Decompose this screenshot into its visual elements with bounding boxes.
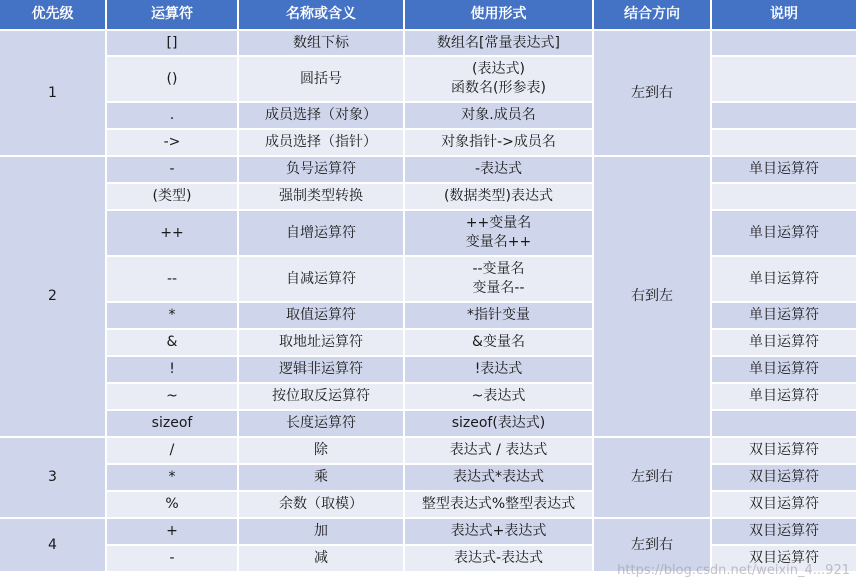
usage-line: *指针变量 <box>467 307 530 323</box>
usage-line: (表达式) <box>472 61 525 77</box>
note-cell: 单目运算符 <box>712 211 858 257</box>
header-note: 说明 <box>712 0 858 31</box>
note-cell <box>712 184 858 211</box>
watermark: https://blog.csdn.net/weixin_4...921 <box>617 563 850 578</box>
usage-line: &变量名 <box>472 334 525 350</box>
table-row <box>0 130 858 157</box>
usage-cell <box>405 438 594 465</box>
table-row <box>0 438 858 465</box>
name-cell: 负号运算符 <box>239 157 405 184</box>
operator-cell: [] <box>107 31 239 57</box>
name-cell: 长度运算符 <box>239 411 405 438</box>
operator-cell: * <box>107 303 239 330</box>
operator-cell: -> <box>107 130 239 157</box>
usage-cell <box>405 303 594 330</box>
header-operator: 运算符 <box>107 0 239 31</box>
operator-cell: % <box>107 492 239 519</box>
usage-cell <box>405 492 594 519</box>
name-cell: 减 <box>239 546 405 573</box>
operator-cell: & <box>107 330 239 357</box>
name-cell: 自增运算符 <box>239 211 405 257</box>
usage-cell <box>405 357 594 384</box>
table-row <box>0 492 858 519</box>
usage-cell <box>405 384 594 411</box>
priority-cell: 1 <box>0 31 107 157</box>
header-usage: 使用形式 <box>405 0 594 31</box>
note-cell <box>712 57 858 103</box>
header-direction: 结合方向 <box>594 0 712 31</box>
name-cell: 除 <box>239 438 405 465</box>
name-cell: 余数（取模） <box>239 492 405 519</box>
operator-cell: ++ <box>107 211 239 257</box>
usage-line: 对象.成员名 <box>461 107 536 123</box>
header-name: 名称或含义 <box>239 0 405 31</box>
usage-line: 对象指针->成员名 <box>441 134 556 150</box>
operator-cell: -- <box>107 257 239 303</box>
table-row <box>0 103 858 130</box>
note-cell <box>712 31 858 57</box>
note-cell: 单目运算符 <box>712 330 858 357</box>
usage-cell <box>405 519 594 546</box>
usage-cell <box>405 130 594 157</box>
note-cell: 双目运算符 <box>712 546 858 573</box>
table-row <box>0 31 858 57</box>
name-cell: 强制类型转换 <box>239 184 405 211</box>
usage-line: 数组名[常量表达式] <box>437 34 560 51</box>
table-row <box>0 57 858 103</box>
usage-cell <box>405 184 594 211</box>
name-cell: 成员选择（指针） <box>239 130 405 157</box>
note-cell: 单目运算符 <box>712 357 858 384</box>
table-row <box>0 465 858 492</box>
table-row <box>0 330 858 357</box>
direction-cell: 右到左 <box>594 157 712 438</box>
name-cell: 自减运算符 <box>239 257 405 303</box>
table-row <box>0 257 858 303</box>
operator-cell: - <box>107 546 239 573</box>
note-cell: 单目运算符 <box>712 303 858 330</box>
table-row <box>0 211 858 257</box>
usage-line: ++变量名 <box>465 215 532 231</box>
note-cell: 双目运算符 <box>712 438 858 465</box>
usage-line: (数据类型)表达式 <box>444 188 553 204</box>
direction-cell: 左到右 <box>594 31 712 157</box>
name-cell: 按位取反运算符 <box>239 384 405 411</box>
priority-cell: 2 <box>0 157 107 438</box>
header-priority: 优先级 <box>0 0 107 31</box>
operator-cell: . <box>107 103 239 130</box>
note-cell <box>712 130 858 157</box>
usage-line: 函数名(形参表) <box>451 80 546 96</box>
usage-cell <box>405 211 594 257</box>
usage-line: !表达式 <box>474 361 523 377</box>
usage-line: -表达式 <box>474 161 523 177</box>
operator-cell: ! <box>107 357 239 384</box>
operator-cell: ~ <box>107 384 239 411</box>
usage-cell <box>405 57 594 103</box>
name-cell: 数组下标 <box>239 31 405 57</box>
usage-cell <box>405 157 594 184</box>
priority-cell: 4 <box>0 519 107 573</box>
usage-line: 表达式*表达式 <box>453 469 544 485</box>
usage-line: --变量名 <box>472 261 525 277</box>
name-cell: 乘 <box>239 465 405 492</box>
operator-cell: sizeof <box>107 411 239 438</box>
operator-cell: () <box>107 57 239 103</box>
usage-cell <box>405 103 594 130</box>
table-row <box>0 303 858 330</box>
note-cell: 双目运算符 <box>712 492 858 519</box>
name-cell: 加 <box>239 519 405 546</box>
note-cell <box>712 103 858 130</box>
usage-cell <box>405 411 594 438</box>
usage-line: 整型表达式%整型表达式 <box>421 496 576 512</box>
note-cell: 双目运算符 <box>712 465 858 492</box>
usage-cell <box>405 257 594 303</box>
name-cell: 圆括号 <box>239 57 405 103</box>
usage-cell <box>405 465 594 492</box>
usage-line: 表达式+表达式 <box>450 523 547 539</box>
usage-line: 变量名-- <box>472 280 525 296</box>
operator-cell: * <box>107 465 239 492</box>
usage-line: ~表达式 <box>471 388 526 404</box>
operator-cell: / <box>107 438 239 465</box>
table-row <box>0 184 858 211</box>
usage-line: sizeof(表达式) <box>451 415 546 431</box>
usage-line: 表达式-表达式 <box>453 550 544 566</box>
table-row <box>0 357 858 384</box>
table-row <box>0 519 858 546</box>
direction-cell: 左到右 <box>594 438 712 519</box>
note-cell: 单目运算符 <box>712 157 858 184</box>
usage-cell <box>405 31 594 57</box>
usage-cell <box>405 330 594 357</box>
note-cell <box>712 411 858 438</box>
name-cell: 取值运算符 <box>239 303 405 330</box>
name-cell: 取地址运算符 <box>239 330 405 357</box>
table-row <box>0 384 858 411</box>
table-row <box>0 411 858 438</box>
usage-line: 变量名++ <box>465 234 532 250</box>
direction-cell: 左到右 <box>594 519 712 573</box>
usage-cell <box>405 546 594 573</box>
note-cell: 双目运算符 <box>712 519 858 546</box>
note-cell: 单目运算符 <box>712 257 858 303</box>
note-cell: 单目运算符 <box>712 384 858 411</box>
operator-cell: (类型) <box>107 184 239 211</box>
table-row <box>0 546 858 573</box>
priority-cell: 3 <box>0 438 107 519</box>
operator-cell: + <box>107 519 239 546</box>
usage-line: 表达式 / 表达式 <box>449 442 548 458</box>
name-cell: 成员选择（对象） <box>239 103 405 130</box>
table-row <box>0 157 858 184</box>
operator-cell: - <box>107 157 239 184</box>
name-cell: 逻辑非运算符 <box>239 357 405 384</box>
header-row <box>0 0 858 31</box>
